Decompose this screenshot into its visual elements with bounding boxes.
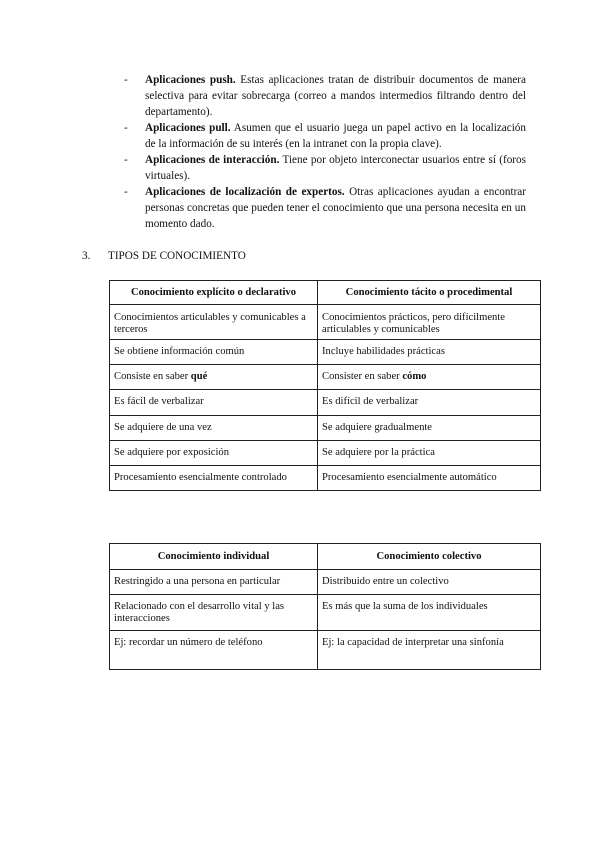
table-cell: Incluye habilidades prácticas [318,340,541,365]
table-cell: Es difícil de verbalizar [318,390,541,416]
table-row [110,365,541,390]
column-header: Conocimiento colectivo [318,544,541,570]
bullet-text: Tiene por objeto interconectar usuarios entre sí (foros virtuales). [145,154,526,182]
table-row [110,631,541,670]
bullet-title: Aplicaciones de localización de expertos. [145,186,345,198]
column-header: Conocimiento tácito o procedimental [318,281,541,305]
table-row [110,416,541,441]
table-cell: Procesamiento esencialmente automático [318,466,541,491]
bullet-text: Asumen que el usuario juega un papel activo en la localización de la información de su interés (en la intranet con la propia clave). [145,122,526,150]
table-cell: Consister en saber cómo [318,365,541,390]
bullet-title: Aplicaciones push. [145,74,236,86]
bullet-text: Estas aplicaciones tratan de distribuir documentos de manera selectiva para evitar sobrecarga (correo a mandos intermedios filtrando dentro del departamento). [145,74,526,118]
list-item: - Aplicaciones push. Estas aplicaciones tratan de distribuir documentos de manera selectiva para evitar sobrecarga (correo a mandos intermedios filtrando dentro del departamento). [124,74,526,118]
column-header: Conocimiento explícito o declarativo [110,281,318,305]
table-row [110,340,541,365]
list-item: - Aplicaciones de localización de expertos. Otras aplicaciones ayudan a encontrar personas concretas que pueden tener el conocimiento que una persona necesita en un momento dado. [124,186,526,230]
table-header-row [110,281,541,305]
table-cell: Restringido a una persona en particular [110,570,318,595]
table-row [110,570,541,595]
table-row [110,466,541,491]
table-header-row [110,544,541,570]
bullet-list [124,72,526,232]
bullet-text: Otras aplicaciones ayudan a encontrar personas concretas que pueden tener el conocimiento que una persona necesita en un momento dado. [145,186,526,230]
table-cell: Conocimientos prácticos, pero difícilmente articulables y comunicables [318,305,541,340]
section-number: 3. [82,250,91,262]
bullet-title: Aplicaciones pull. [145,122,231,134]
table-row [110,305,541,340]
list-item: - Aplicaciones de interacción. Tiene por objeto interconectar usuarios entre sí (foros virtuales). [124,154,526,182]
section-title: TIPOS DE CONOCIMIENTO [108,250,246,262]
table-row [110,390,541,416]
table-cell: Es fácil de verbalizar [110,390,318,416]
table-cell: Se obtiene información común [110,340,318,365]
table-cell: Se adquiere gradualmente [318,416,541,441]
table-cell: Distribuido entre un colectivo [318,570,541,595]
table-cell: Se adquiere por exposición [110,441,318,466]
table-cell: Es más que la suma de los individuales [318,595,541,631]
table-cell: Se adquiere de una vez [110,416,318,441]
table-cell: Procesamiento esencialmente controlado [110,466,318,491]
bullet-title: Aplicaciones de interacción. [145,154,280,166]
table-row [110,595,541,631]
table-cell: Ej: la capacidad de interpretar una sinfonía [318,631,541,670]
list-item: - Aplicaciones pull. Asumen que el usuario juega un papel activo en la localización de la información de su interés (en la intranet con la propia clave). [124,122,526,150]
table-row [110,441,541,466]
table-cell: Se adquiere por la práctica [318,441,541,466]
knowledge-scope-table [109,543,541,670]
section-heading [82,249,246,263]
table-cell: Ej: recordar un número de teléfono [110,631,318,670]
table-cell: Consiste en saber qué [110,365,318,390]
column-header: Conocimiento individual [110,544,318,570]
table-cell: Relacionado con el desarrollo vital y las interacciones [110,595,318,631]
knowledge-types-table [109,280,541,491]
table-cell: Conocimientos articulables y comunicables a terceros [110,305,318,340]
